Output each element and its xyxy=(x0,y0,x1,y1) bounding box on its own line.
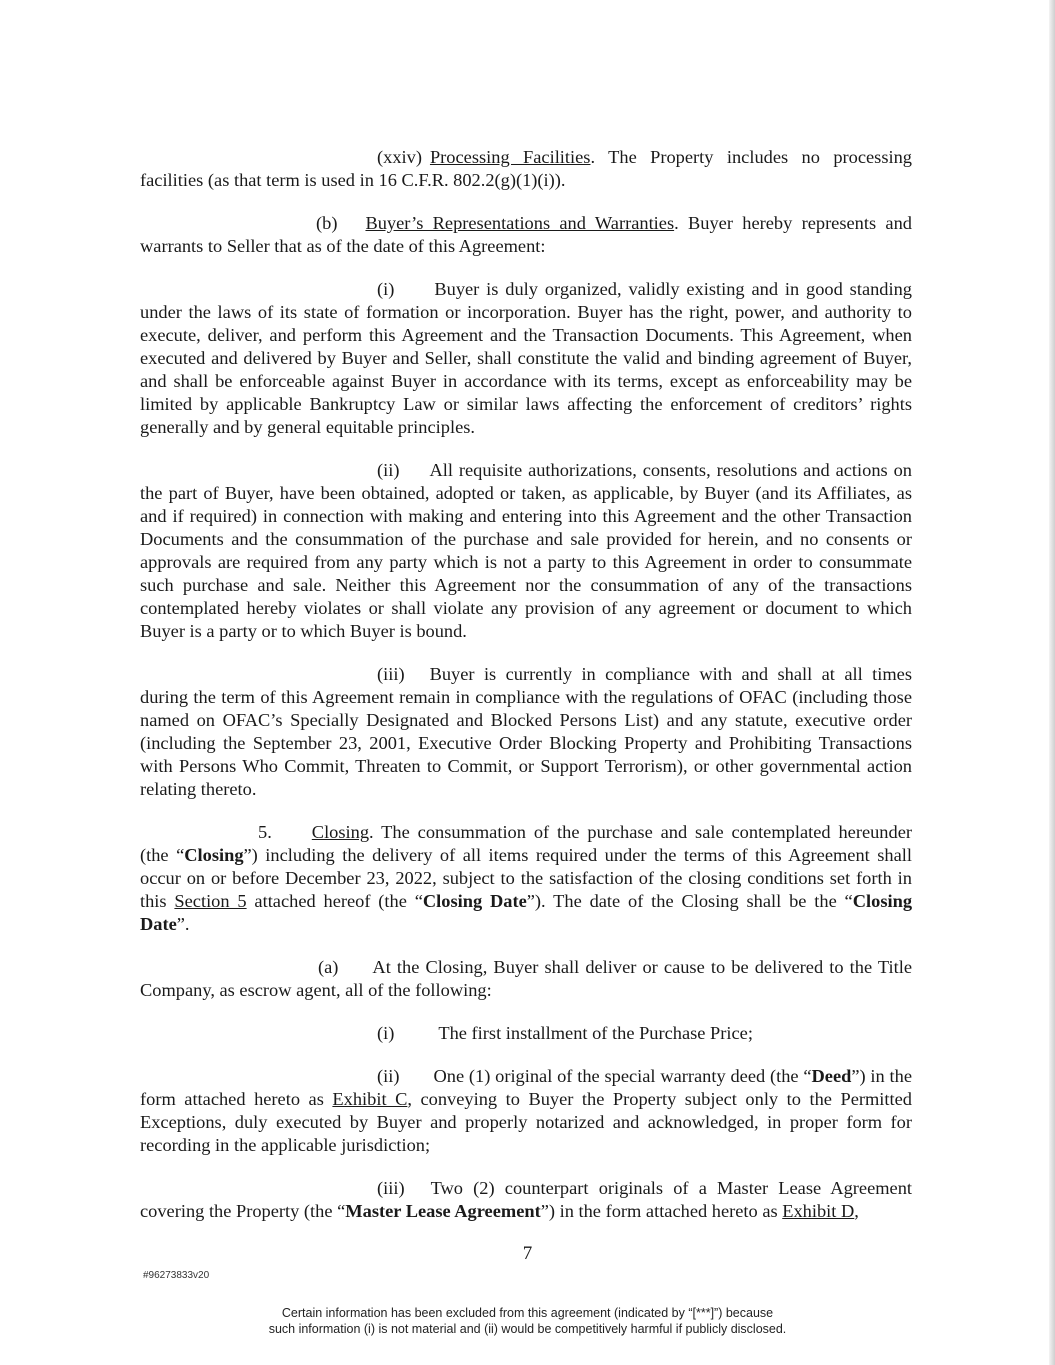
section-5-closing: 5. Closing. The consummation of the purchase and sale contemplated hereunder (the “Closing”) including the delivery of all items required under the terms of this Agreement shall occur on or before December 23, 2022, subject to the satisfaction of the closing conditions set forth in this Section 5 attached hereof (the “Closing Date”). The date of the Closing shall be the “Closing Date”. xyxy=(140,822,913,934)
paragraph-number: (b) xyxy=(316,213,338,233)
defined-term: Master Lease Agreement xyxy=(345,1201,541,1221)
item-i xyxy=(140,1022,912,1045)
paragraph-text: All requisite authorizations, consents, resolutions and actions on the part of Buyer, have been obtained, adopted or taken, as applicable, by Buyer (and its Affiliates, as and if required) in connection with making and entering into this Agreement and the other Transaction Documents and the consummation of the purchase and sale provided for herein, and no consents or approvals are required from any party which is not a party to this Agreement in order to consummate such purchase and sale. Neither this Agreement nor the consummation of any of the transactions contemplated hereby violates or shall violate any provision of any agreement or document to which Buyer is a party or to which Buyer is bound. xyxy=(140,460,912,641)
paragraph-text: The first installment of the Purchase Price; xyxy=(438,1023,753,1043)
exhibit-link[interactable]: Exhibit D xyxy=(782,1201,855,1221)
cross-reference-link[interactable]: Section 5 xyxy=(174,891,247,911)
item-ii: (ii) One (1) original of the special warranty deed (the “Deed”) in the form attached hereto as Exhibit C, conveying to Buyer the Property subject only to the Permitted Exceptions, duly executed by Buyer and properly notarized and acknowledged, in proper form for recording in the applicable jurisdiction; xyxy=(140,1066,912,1155)
document-id: #96273833v20 xyxy=(143,1270,210,1281)
section-heading: Closing xyxy=(311,822,370,842)
section-number: 5. xyxy=(258,822,272,842)
defined-term: Closing Date xyxy=(422,891,527,911)
paragraph-iii xyxy=(140,663,912,801)
page-edge-shadow xyxy=(1049,0,1055,1365)
section-heading: Processing Facilities xyxy=(429,147,591,167)
paragraph-number: (i) xyxy=(377,279,395,299)
paragraph-ii xyxy=(140,459,912,643)
subsection-a xyxy=(140,956,912,1002)
defined-term: Closing xyxy=(184,845,244,865)
paragraph-number: (xxiv) xyxy=(377,147,422,167)
page-number: 7 xyxy=(522,1243,533,1264)
paragraph-number: (a) xyxy=(318,957,339,977)
paragraph-text: Buyer is currently in compliance with and shall at all times during the term of this Agreement remain in compliance with the regulations of OFAC (including those named on OFAC’s Specially Designated and Blocked Persons List) and any statute, executive order (including the September 23, 2001, Executive Order Blocking Property and Prohibiting Transactions with Persons Who Commit, Threaten to Commit, or Support Terrorism), or other governmental action relating thereto. xyxy=(140,664,912,799)
paragraph-text: The Property includes no processing facilities (as that term is used in 16 C.F.R. 802.2(g)(1)(i)). xyxy=(140,147,912,190)
paragraph-i xyxy=(140,278,912,439)
section-heading: Buyer’s Representations and Warranties xyxy=(365,213,675,233)
paragraph-number: (i) xyxy=(377,1023,395,1043)
paragraph-b: (b) Buyer’s Representations and Warranties. Buyer hereby represents and warrants to Seller that as of the date of this Agreement: xyxy=(140,213,912,256)
paragraph-text: Buyer is duly organized, validly existing and in good standing under the laws of its state of formation or incorporation. Buyer has the right, power, and authority to execute, deliver, and perform this Agreement and the Transaction Documents. This Agreement, when executed and delivered by Buyer and Seller, shall constitute the valid and binding agreement of Buyer, and shall be enforceable against Buyer in accordance with its terms, except as enforceability may be limited by applicable Bankruptcy Law or similar laws affecting the enforcement of creditors’ rights generally and by general equitable principles. xyxy=(140,279,912,437)
document-body xyxy=(140,146,912,1243)
defined-term: Closing Date xyxy=(140,891,913,934)
exhibit-link[interactable]: Exhibit C xyxy=(332,1089,408,1109)
paragraph-number: (ii) xyxy=(377,460,400,480)
redaction-footer xyxy=(0,1305,1055,1337)
paragraph-number: (iii) xyxy=(377,1178,405,1198)
paragraph-text: At the Closing, Buyer shall deliver or cause to be delivered to the Title Company, as escrow agent, all of the following: xyxy=(140,957,912,1000)
defined-term: Deed xyxy=(811,1066,852,1086)
paragraph-number: (iii) xyxy=(377,664,405,684)
footer-line-1: Certain information has been excluded from this agreement (indicated by “[***]”) because xyxy=(281,1306,774,1320)
item-iii: (iii) Two (2) counterpart originals of a Master Lease Agreement covering the Property (the “Master Lease Agreement”) in the form attached hereto as Exhibit D, xyxy=(140,1178,912,1221)
paragraph-number: (ii) xyxy=(377,1066,400,1086)
paragraph-text: Buyer hereby represents and warrants to Seller that as of the date of this Agreement: xyxy=(140,213,912,256)
footer-line-2: such information (i) is not material and (ii) would be competitively harmful if publicly disclosed. xyxy=(268,1322,787,1336)
paragraph-xxiv: (xxiv) Processing Facilities. The Property includes no processing facilities (as that term is used in 16 C.F.R. 802.2(g)(1)(i)). xyxy=(140,147,912,190)
